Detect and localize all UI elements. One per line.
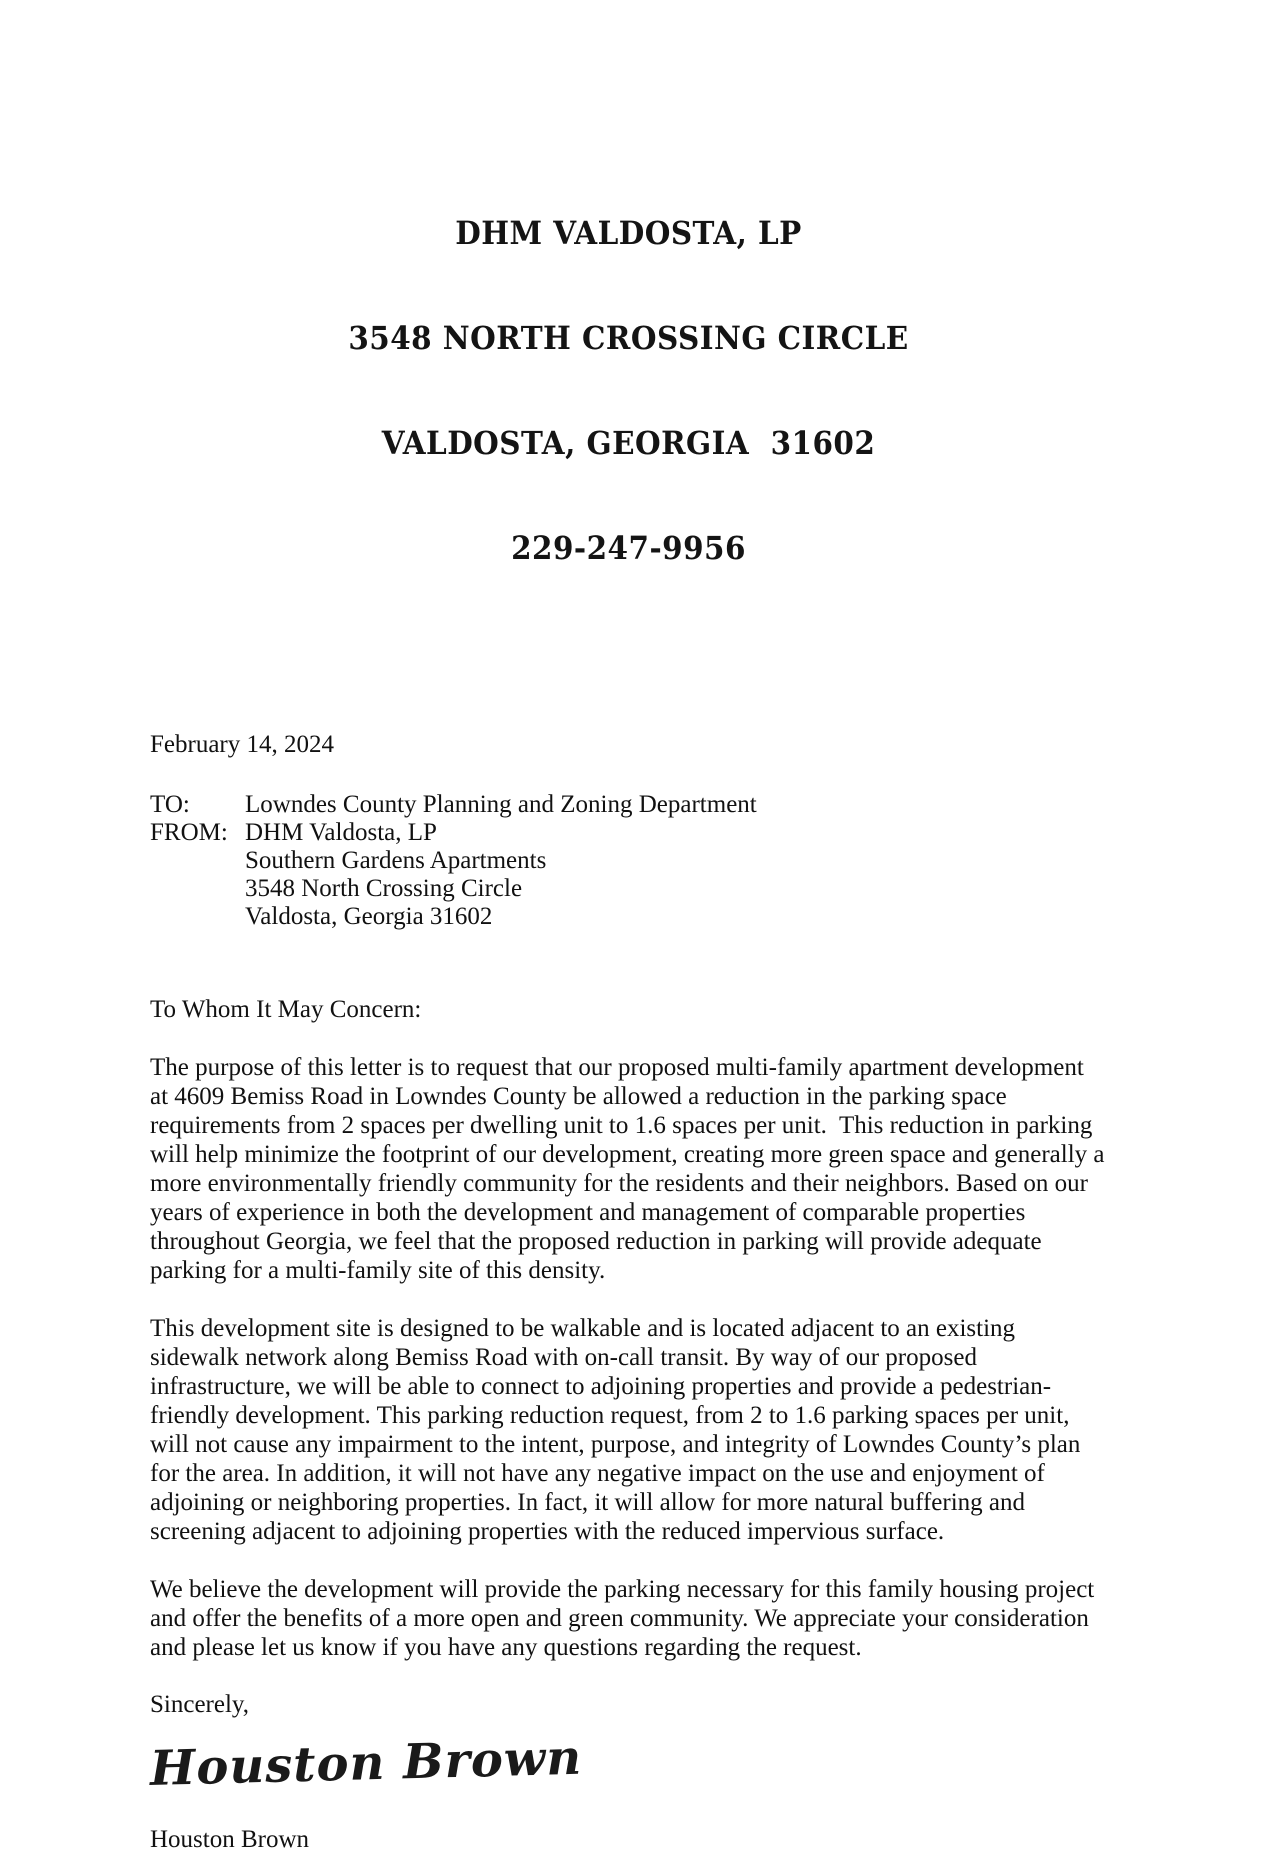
from-value-line: DHM Valdosta, LP xyxy=(245,819,437,846)
letter-page xyxy=(0,146,1275,1853)
from-value-line: 3548 North Crossing Circle xyxy=(245,875,523,902)
letterhead xyxy=(188,146,1068,636)
to-from-block xyxy=(150,791,1107,931)
body-paragraph-2: This development site is designed to be walkable and is located adjacent to an existing sidewalk network along Bemiss Road with on-call transit. By way of our proposed infrastructure, we will be able to connect to adjoining properties and provide a pedestrian-friendly development. This parking reduction request, from 2 to 1.6 parking spaces per unit, will not cause any impairment to the intent, purpose, and integrity of Lowndes County’s plan for the area. In addition, it will not have any negative impact on the use and enjoyment of adjoining or neighboring properties. In fact, it will allow for more natural buffering and screening adjacent to adjoining properties with the reduced impervious surface. xyxy=(150,1315,1087,1545)
letterhead-phone: 229-247-9956 xyxy=(511,529,746,567)
from-label: FROM: xyxy=(150,819,228,846)
to-label: TO: xyxy=(150,791,190,818)
to-value: Lowndes County Planning and Zoning Department xyxy=(245,791,757,818)
salutation: To Whom It May Concern: xyxy=(150,996,422,1023)
to-row xyxy=(150,791,1107,819)
signature-typed-name: Houston Brown xyxy=(150,1826,310,1853)
from-value-line: Valdosta, Georgia 31602 xyxy=(245,903,493,930)
letterhead-company-name: DHM VALDOSTA, LP xyxy=(455,214,802,252)
from-row-continuation xyxy=(150,875,1107,903)
from-row-continuation xyxy=(150,903,1107,931)
body-paragraph-3: We believe the development will provide the parking necessary for this family housing project and offer the benefits of a more open and green community. We appreciate your consideration and please let us know if you have any questions regarding the request. xyxy=(150,1576,1101,1661)
from-value-line: Southern Gardens Apartments xyxy=(245,847,547,874)
from-row xyxy=(150,819,1107,847)
letter-date: February 14, 2024 xyxy=(150,731,334,758)
letterhead-street-address: 3548 NORTH CROSSING CIRCLE xyxy=(348,319,909,357)
closing: Sincerely, xyxy=(150,1691,250,1718)
letterhead-city-state-zip: VALDOSTA, GEORGIA 31602 xyxy=(381,424,876,462)
from-row-continuation xyxy=(150,847,1107,875)
signature-handwritten: Houston Brown xyxy=(149,1729,583,1797)
body-paragraph-1: The purpose of this letter is to request that our proposed multi-family apartment development at 4609 Bemiss Road in Lowndes County be allowed a reduction in the parking space requirements from 2 spaces per dwelling unit to 1.6 spaces per unit. This reduction in parking will help minimize the footprint of our development, creating more green space and generally a more environmentally friendly community for the residents and their neighbors. Based on our years of experience in both the development and management of comparable properties throughout Georgia, we feel that the proposed reduction in parking will provide adequate parking for a multi-family site of this density. xyxy=(150,1054,1111,1284)
